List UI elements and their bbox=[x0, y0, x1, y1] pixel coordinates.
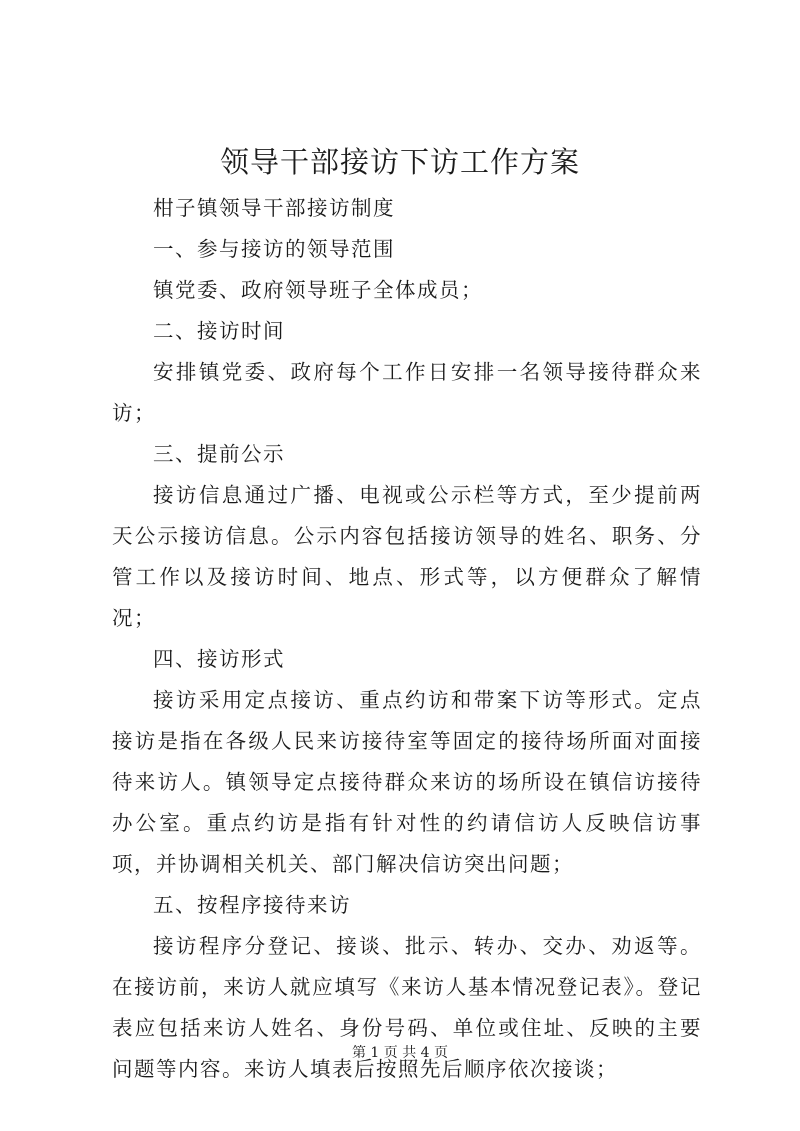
paragraph-heading-intro: 柑子镇领导干部接访制度 bbox=[153, 196, 395, 220]
page-number-footer: 第 1 页 共 4 页 bbox=[351, 1045, 449, 1061]
paragraph-section-2-heading: 二、接访时间 bbox=[153, 319, 285, 343]
document-body bbox=[112, 188, 702, 1090]
paragraph-section-5-body: 接访程序分登记、接谈、批示、转办、交办、劝返等。在接访前，来访人就应填写《来访人基本情况登记表》。登记表应包括来访人姓名、身份号码、单位或住址、反映的主要问题等内容。来访人填表后按照先后顺序依次接谈； bbox=[112, 934, 702, 1081]
paragraph-section-2-body: 安排镇党委、政府每个工作日安排一名领导接待群众来访； bbox=[112, 360, 702, 425]
document-title: 领导干部接访下访工作方案 bbox=[219, 145, 580, 179]
paragraph-section-4-heading: 四、接访形式 bbox=[153, 647, 285, 671]
paragraph-section-1-body: 镇党委、政府领导班子全体成员； bbox=[153, 278, 483, 302]
paragraph-section-3-body: 接访信息通过广播、电视或公示栏等方式，至少提前两天公示接访信息。公示内容包括接访领导的姓名、职务、分管工作以及接访时间、地点、形式等，以方便群众了解情况； bbox=[112, 483, 702, 630]
paragraph-section-4-body: 接访采用定点接访、重点约访和带案下访等形式。定点接访是指在各级人民来访接待室等固定的接待场所面对面接待来访人。镇领导定点接待群众来访的场所设在镇信访接待办公室。重点约访是指有针对性的约请信访人反映信访事项，并协调相关机关、部门解决信访突出问题； bbox=[112, 688, 702, 876]
paragraph-section-5-heading: 五、按程序接待来访 bbox=[153, 893, 351, 917]
paragraph-section-1-heading: 一、参与接访的领导范围 bbox=[153, 237, 395, 261]
paragraph-section-3-heading: 三、提前公示 bbox=[153, 442, 285, 466]
